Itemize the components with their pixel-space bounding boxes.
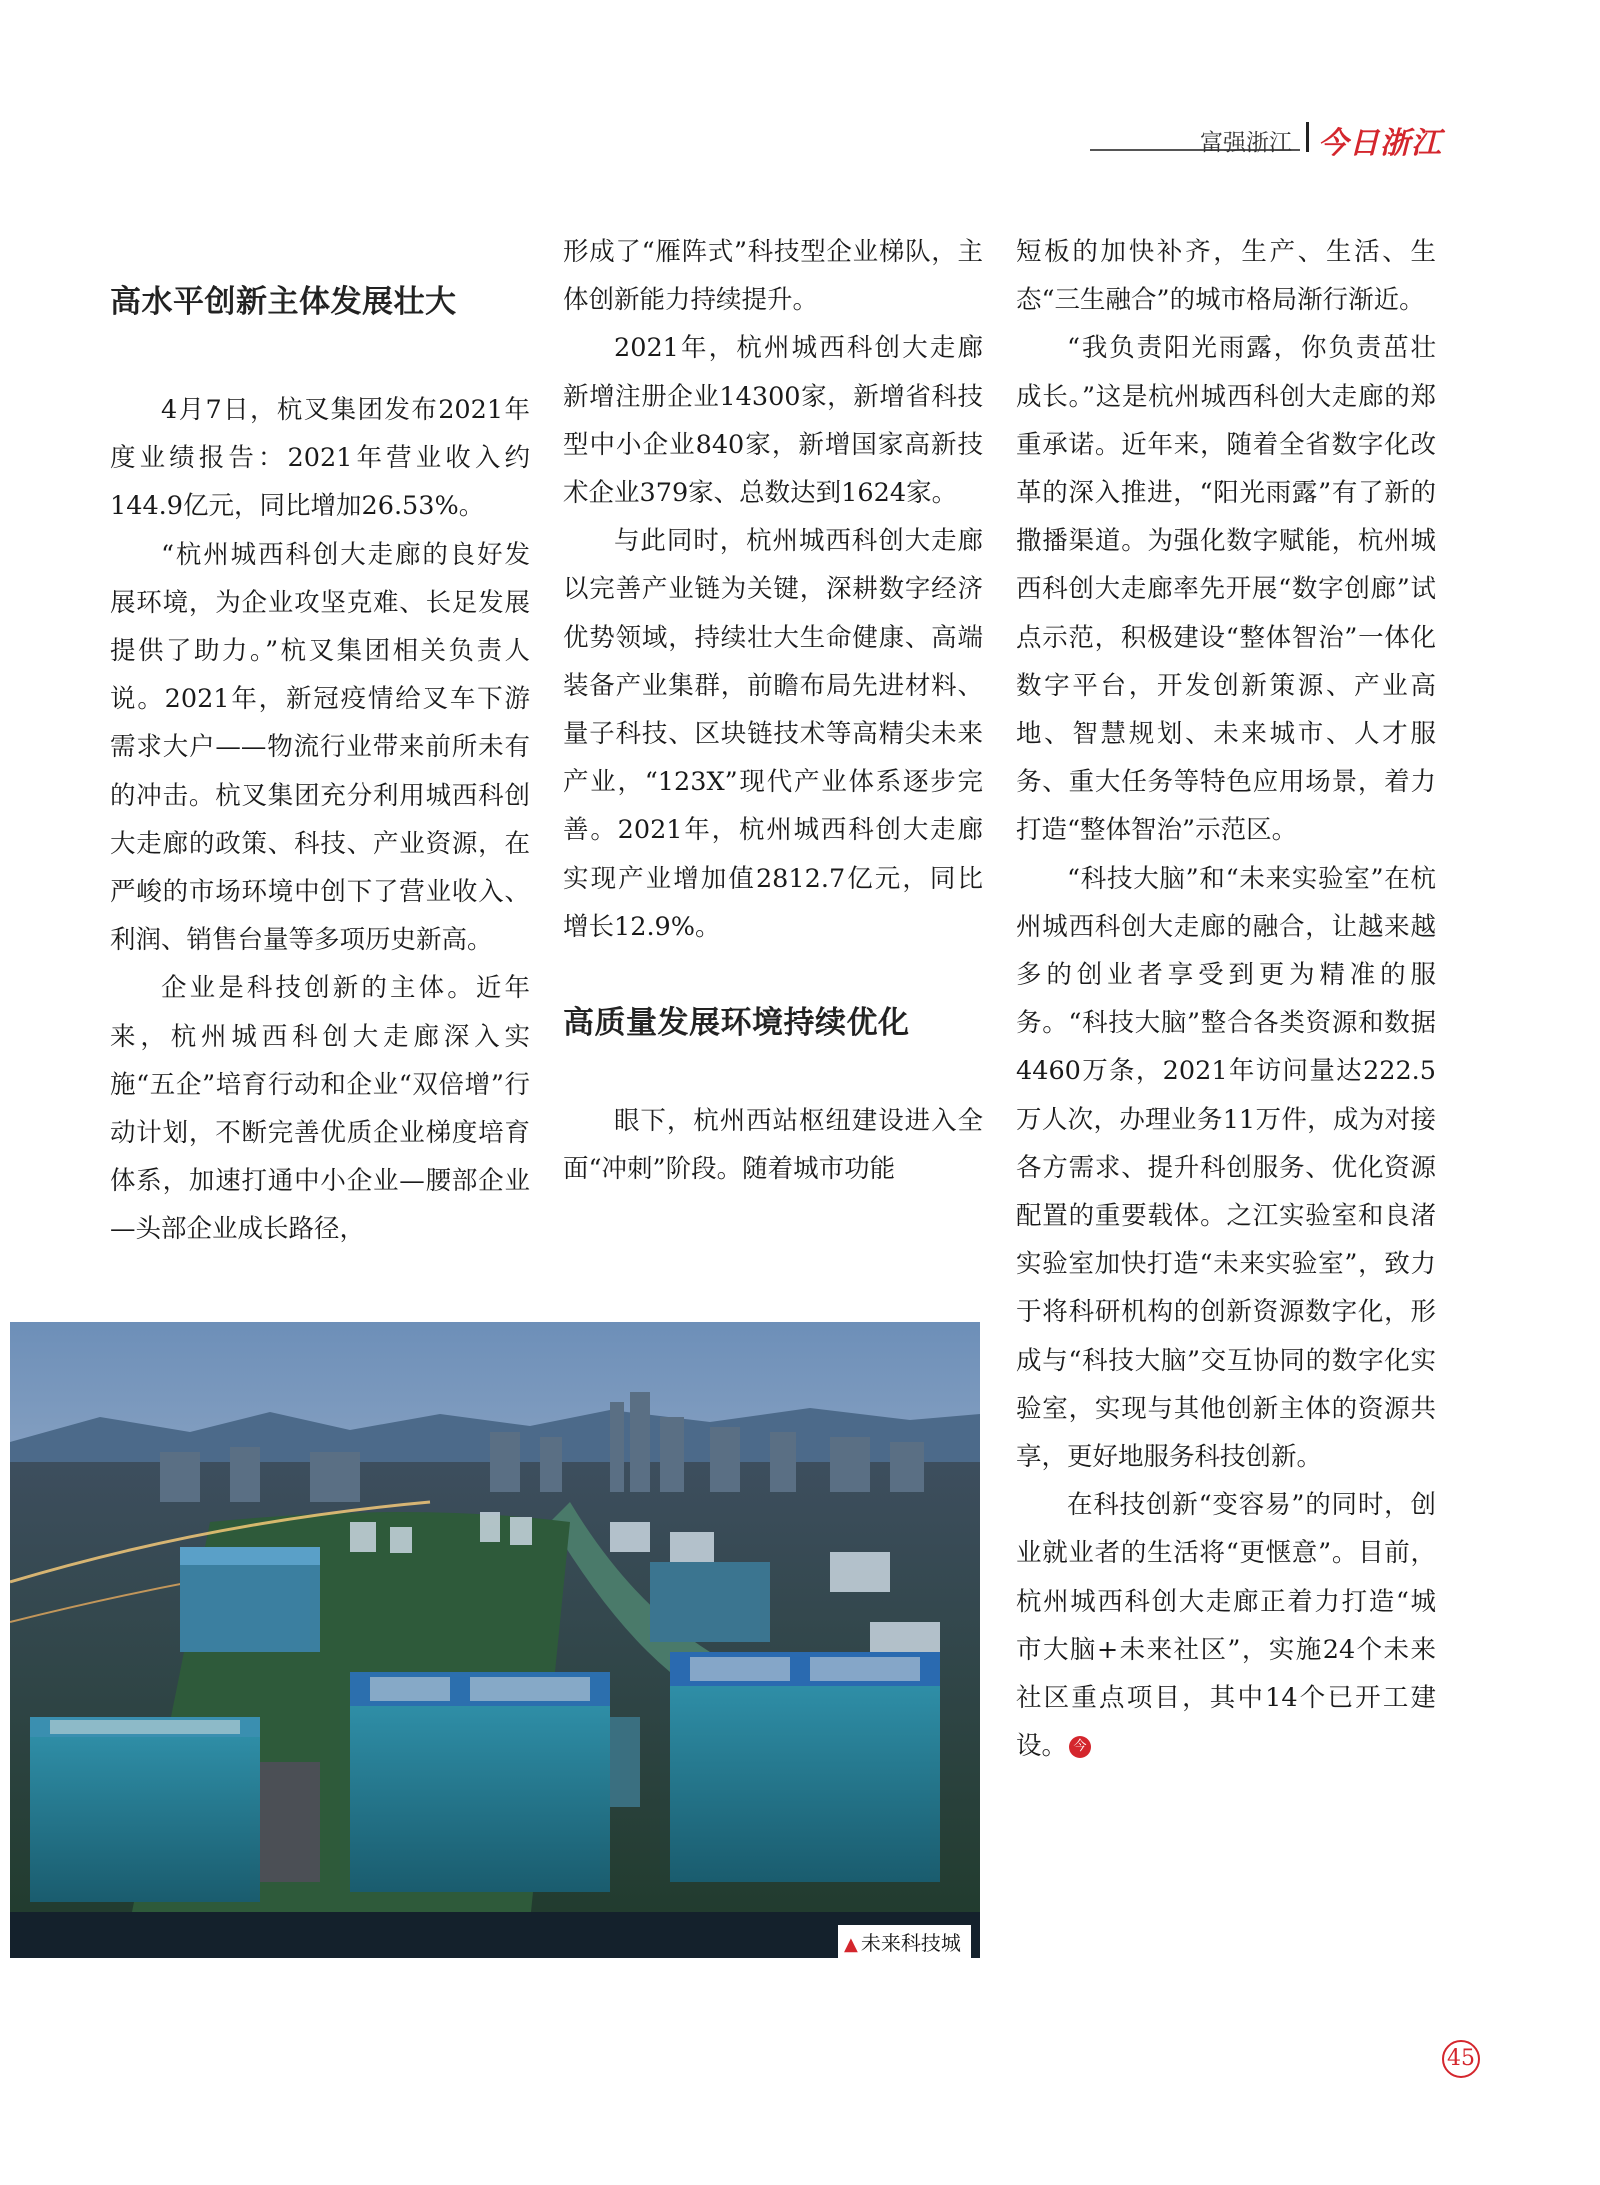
magazine-brand: 今日浙江 (1318, 126, 1442, 161)
caption-text: 未来科技城 (860, 1931, 961, 1955)
header-separator (1306, 122, 1309, 152)
city-aerial-photo (10, 1322, 980, 1958)
paragraph: 2021年，杭州城西科创大走廊新增注册企业14300家，新增省科技型中小企业840家，新增国家高新技术企业379家、总数达到1624家。 (563, 333, 983, 509)
paragraph-continued: 短板的加快补齐，生产、生活、生态“三生融合”的城市格局渐行渐近。 (1016, 237, 1436, 316)
paragraph: “杭州城西科创大走廊的良好发展环境，为企业攻坚克难、长足发展提供了助力。”杭叉集团相关负责人说。2021年，新冠疫情给叉车下游需求大户——物流行业带来前所未有的冲击。杭叉集团充分利用城西科创大走廊的政策、科技、产业资源，在严峻的市场环境中创下了营业收入、利润、销售台量等多项历史新高。 (110, 539, 530, 956)
end-mark-icon: 今 (1069, 1736, 1091, 1758)
paragraph: 与此同时，杭州城西科创大走廊以完善产业链为关键，深耕数字经济优势领域，持续壮大生命健康、高端装备产业集群，前瞻布局先进材料、量子科技、区块链技术等高精尖未来产业，“123X”现代产业体系逐步完善。2021年，杭州城西科创大走廊实现产业增加值2812.7亿元，同比增长12.9%。 (563, 526, 983, 942)
article-column-3 (1016, 228, 1436, 1771)
section-heading-1: 高水平创新主体发展壮大 (110, 284, 457, 320)
paragraph-text: 在科技创新“变容易”的同时，创业就业者的生活将“更惬意”。目前，杭州城西科创大走廊正着力打造“城市大脑+未来社区”，实施24个未来社区重点项目，其中14个已开工建设。 (1016, 1490, 1436, 1762)
caption-triangle-icon: ▲ (844, 1934, 858, 1955)
paragraph-continued: 形成了“雁阵式”科技型企业梯队，主体创新能力持续提升。 (563, 237, 983, 316)
paragraph-final (1016, 1481, 1436, 1770)
paragraph: 眼下，杭州西站枢纽建设进入全面“冲刺”阶段。随着城市功能 (563, 1106, 983, 1185)
article-column-2 (563, 228, 983, 1193)
paragraph: “我负责阳光雨露，你负责茁壮成长。”这是杭州城西科创大走廊的郑重承诺。近年来，随着全省数字化改革的深入推进，“阳光雨露”有了新的撒播渠道。为强化数字赋能，杭州城西科创大走廊率先开展“数字创廊”试点示范，积极建设“整体智治”一体化数字平台，开发创新策源、产业高地、智慧规划、未来城市、人才服务、重大任务等特色应用场景，着力打造“整体智治”示范区。 (1016, 333, 1436, 846)
paragraph: 企业是科技创新的主体。近年来，杭州城西科创大走廊深入实施“五企”培育行动和企业“双倍增”行动计划，不断完善优质企业梯度培育体系，加速打通中小企业—腰部企业—头部企业成长路径， (110, 973, 530, 1245)
article-column-1 (110, 228, 530, 1254)
photo-caption (838, 1925, 971, 1958)
page-number: 45 (1442, 2040, 1480, 2078)
section-name: 富强浙江 (1200, 130, 1292, 156)
paragraph: “科技大脑”和“未来实验室”在杭州城西科创大走廊的融合，让越来越多的创业者享受到更为精准的服务。“科技大脑”整合各类资源和数据4460万条，2021年访问量达222.5万人次，办理业务11万件，成为对接各方需求、提升科创服务、优化资源配置的重要载体。之江实验室和良渚实验室加快打造“未来实验室”，致力于将科研机构的创新资源数字化，形成与“科技大脑”交互协同的数字化实验室，实现与其他创新主体的资源共享，更好地服务科技创新。 (1016, 863, 1436, 1473)
section-heading-2: 高质量发展环境持续优化 (563, 1005, 910, 1042)
paragraph: 4月7日，杭叉集团发布2021年度业绩报告：2021年营业收入约144.9亿元，同比增加26.53%。 (110, 395, 530, 522)
